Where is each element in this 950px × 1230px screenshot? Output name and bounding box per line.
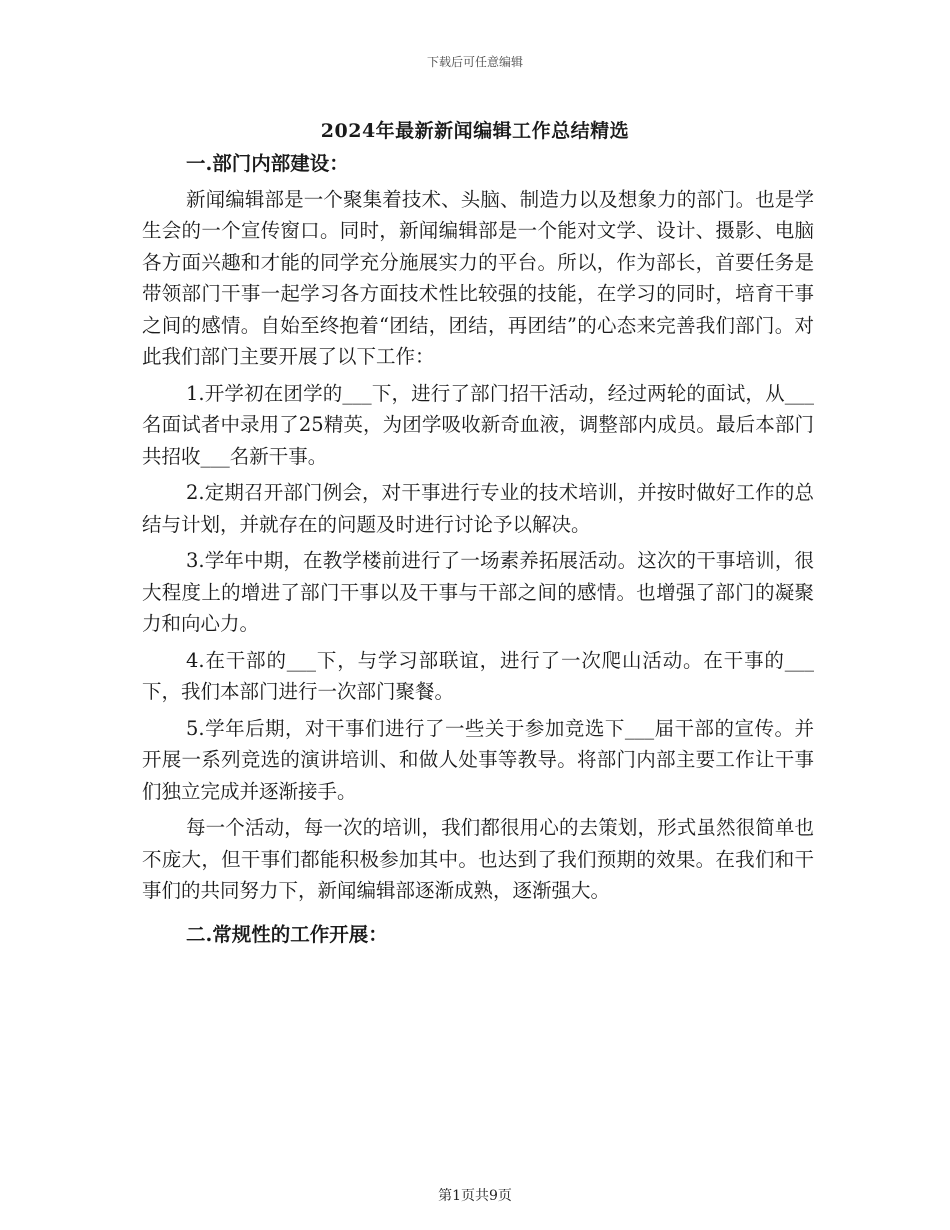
section-heading-2: 二.常规性的工作开展： [186, 922, 388, 946]
paragraph-item-5: 5.学年后期，对干事们进行了一些关于参加竞选下___届干部的宣传。并开展一系列竞选的演讲培训、和做人处事等教导。将部门内部主要工作让干事们独立完成并逐渐接手。 [142, 716, 814, 803]
paragraph-item-3: 3.学年中期，在教学楼前进行了一场素养拓展活动。这次的干事培训，很大程度上的增进了部门干事以及干事与干部之间的感情。也增强了部门的凝聚力和向心力。 [142, 549, 814, 635]
paragraph-intro: 新闻编辑部是一个聚集着技术、头脑、制造力以及想象力的部门。也是学生会的一个宣传窗口。同时，新闻编辑部是一个能对文学、设计、摄影、电脑各方面兴趣和才能的同学充分施展实力的平台。所以，作为部长，首要任务是带领部门干事一起学习各方面技术性比较强的技能，在学习的同时，培育干事之间的感情。自始至终抱着“团结，团结，再团结”的心态来完善我们部门。对此我们部门主要开展了以下工作： [142, 187, 814, 368]
document-title: 2024年最新新闻编辑工作总结精选 [320, 120, 630, 142]
section-heading-1: 一.部门内部建设： [186, 152, 349, 175]
page-footer: 第1页共9页 [438, 1188, 512, 1204]
paragraph-item-4: 4.在干部的___下，与学习部联谊，进行了一次爬山活动。在干事的___下，我们本部门进行一次部门聚餐。 [142, 648, 814, 703]
paragraph-item-2: 2.定期召开部门例会，对干事进行专业的技术培训，并按时做好工作的总结与计划，并就存在的问题及时进行讨论予以解决。 [142, 481, 814, 536]
paragraph-summary: 每一个活动，每一次的培训，我们都很用心的去策划，形式虽然很简单也不庞大，但干事们都能积极参加其中。也达到了我们预期的效果。在我们和干事们的共同努力下，新闻编辑部逐渐成熟，逐渐强大。 [142, 816, 814, 902]
paragraph-item-1: 1.开学初在团学的___下，进行了部门招干活动，经过两轮的面试，从___名面试者中录用了25精英，为团学吸收新奇血液，调整部内成员。最后本部门共招收___名新干事。 [142, 381, 814, 468]
document-body [142, 148, 814, 950]
page-header: 下载后可任意编辑 [426, 55, 523, 69]
